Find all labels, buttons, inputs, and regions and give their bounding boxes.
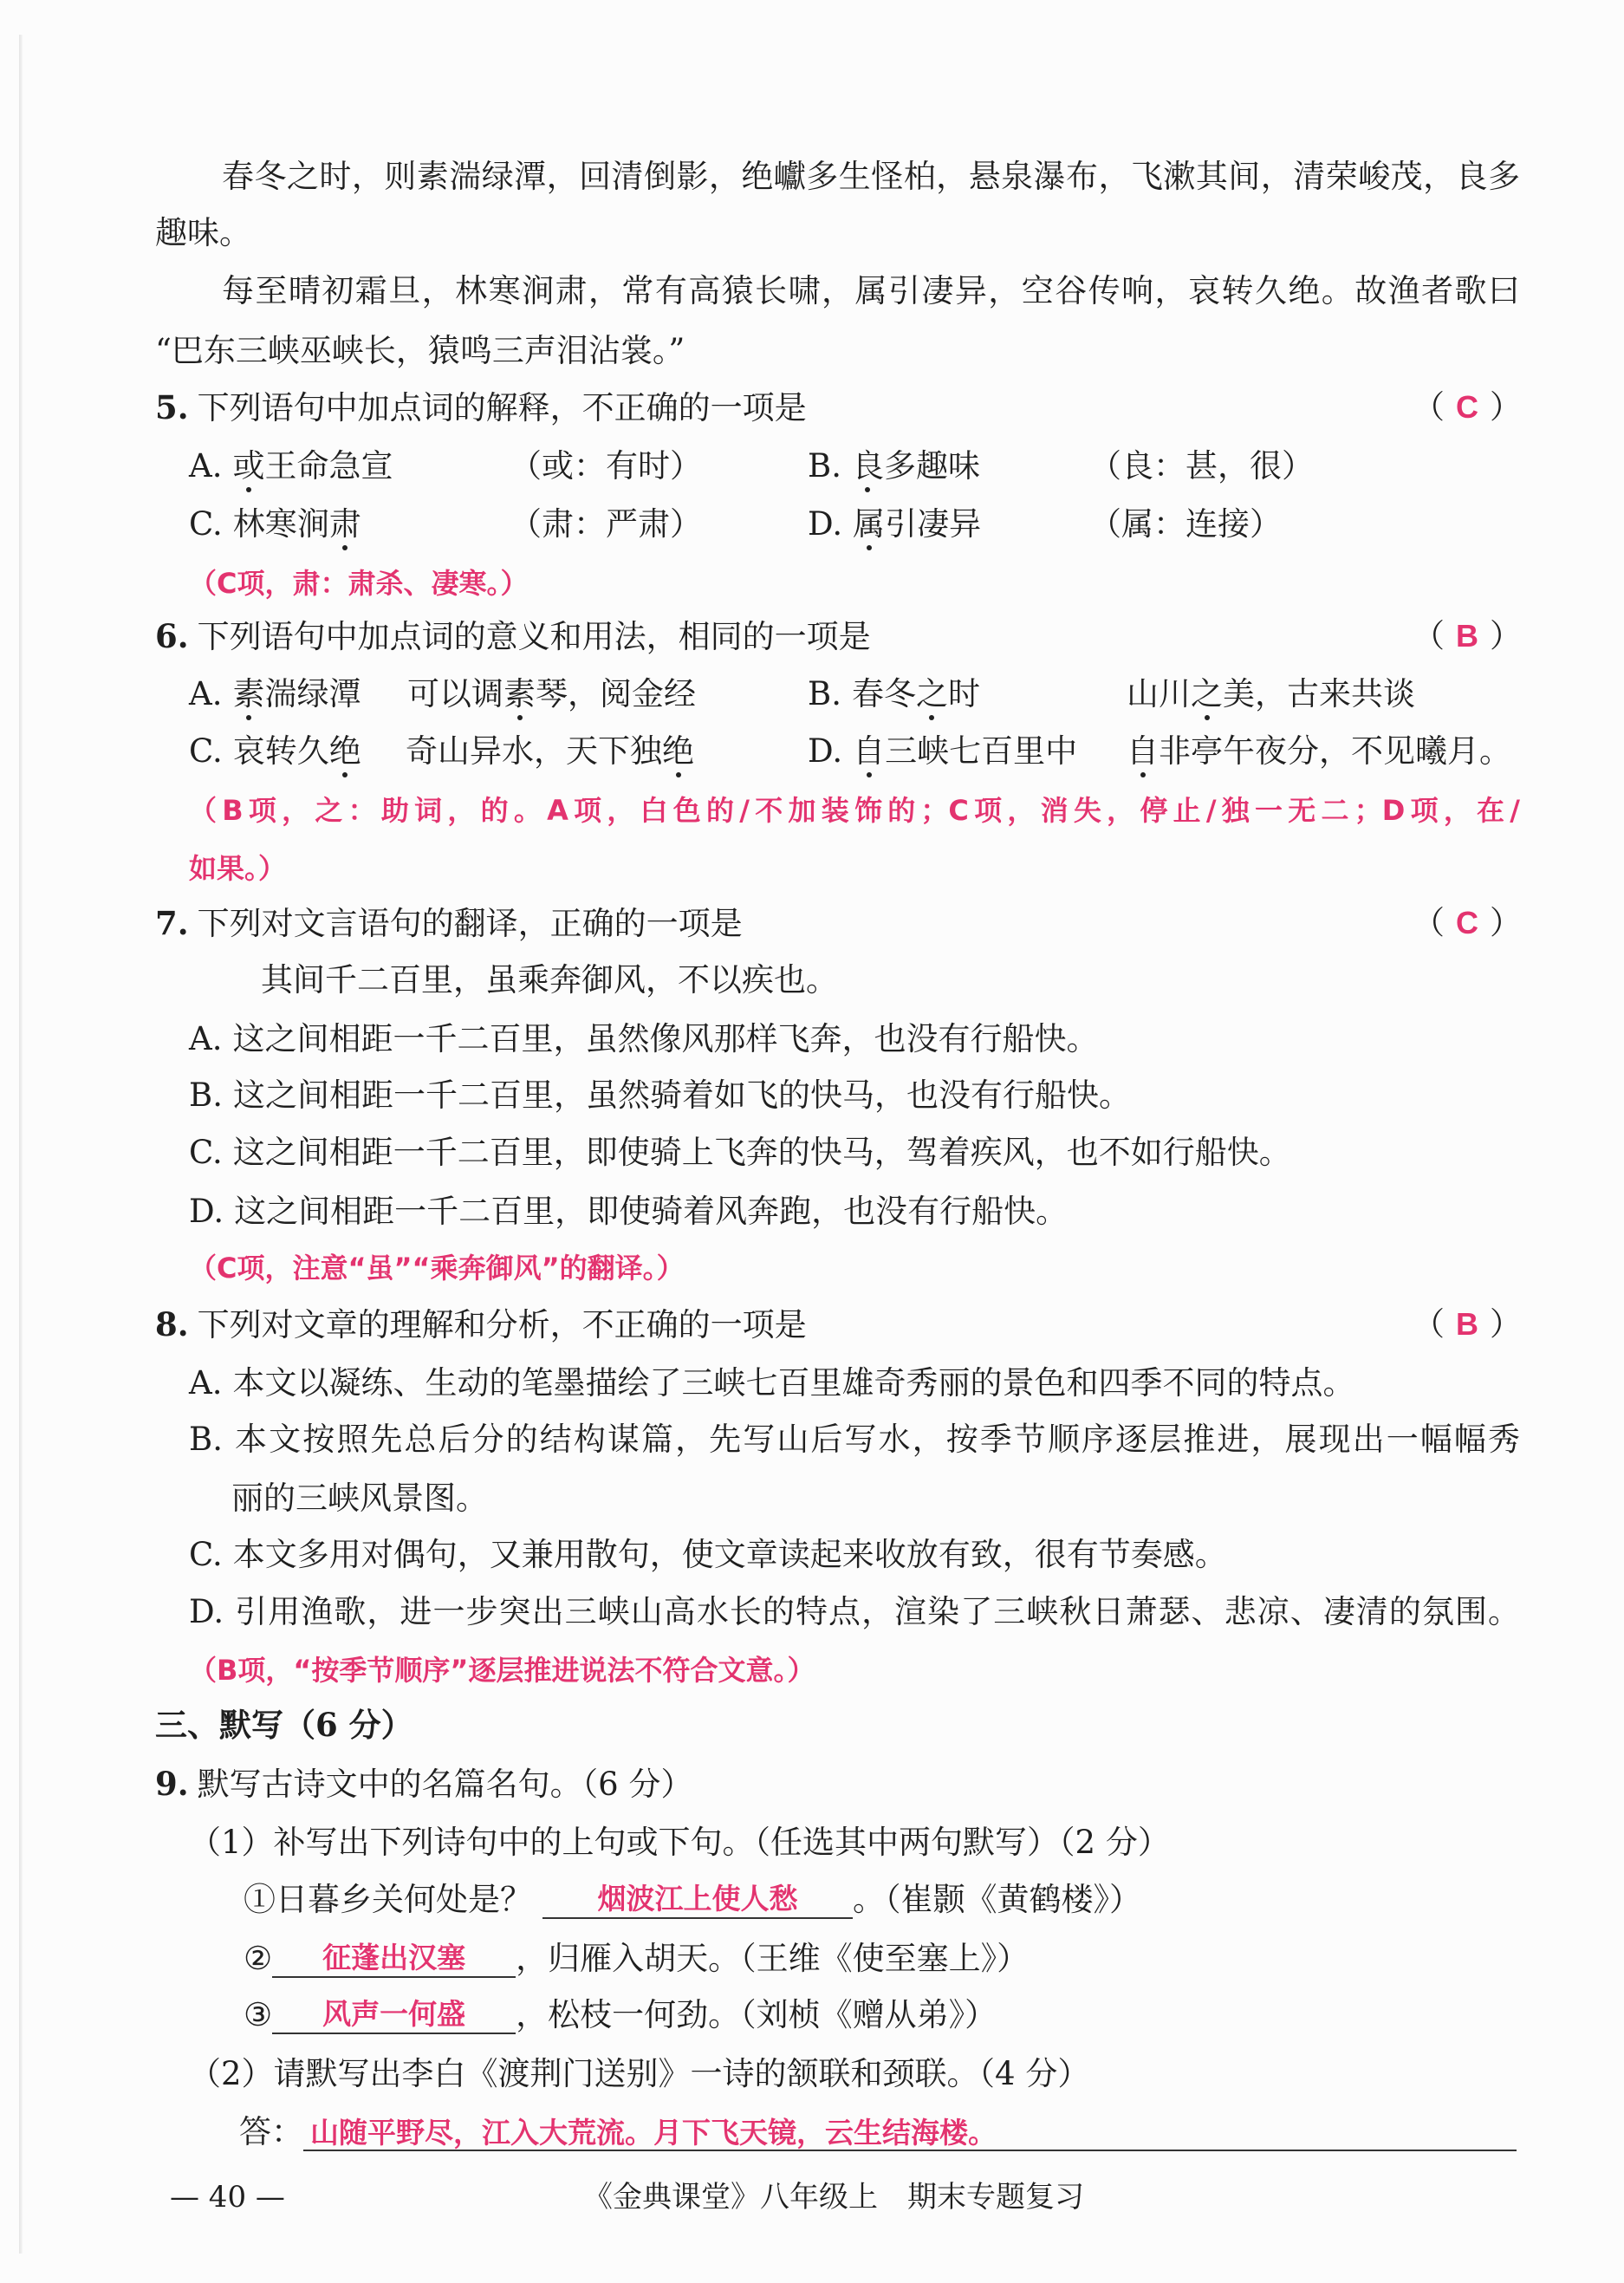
option-text: 哀转久 [232, 732, 329, 770]
passage-line: 每至晴初霜旦，林寒涧肃，常有高猿长啸，属引凄异，空谷传响，哀转久绝。故渔者歌曰 [222, 272, 1520, 309]
option-text: 湍绿潭 [264, 675, 361, 712]
option-text: 引用渔歌，进一步突出三峡山高水长的特点，渲染了三峡秋日萧瑟、悲凉、凄清的氛围。 [234, 1593, 1520, 1630]
option-text: 这之间相距一千二百里，即使骑上飞奔的快马，驾着疾风，也不如行船快。 [232, 1134, 1291, 1171]
bracket-open: （ [1413, 617, 1445, 654]
option-b-continued: 丽的三峡风景图。 [231, 1480, 488, 1517]
option-label: C. [189, 1134, 223, 1171]
option-b [189, 1421, 1520, 1459]
option-label: D. [808, 505, 843, 543]
answer-blank: 风声一何盛 [272, 1996, 516, 2034]
question-6-stem [155, 617, 871, 655]
option-text: 这之间相距一千二百里，虽然骑着如飞的快马，也没有行船快。 [232, 1076, 1131, 1114]
option-text: 多趣味 [883, 447, 980, 485]
option-a [189, 675, 361, 713]
answer-letter: C [1456, 389, 1478, 425]
option-b [808, 447, 980, 485]
question-5-stem [155, 388, 807, 426]
option-c [189, 1536, 1227, 1574]
emphasized-char: 绝 [662, 732, 694, 770]
option-d [189, 1593, 1520, 1631]
option-d-compare [1127, 732, 1511, 771]
option-label: D. [189, 1193, 224, 1230]
option-label: B. [808, 675, 841, 712]
question-text: 下列对文章的理解和分析，不正确的一项是 [197, 1306, 807, 1343]
question-7-stem [155, 904, 743, 942]
option-a [189, 1364, 1354, 1402]
option-text: 王命急宣 [264, 447, 393, 485]
option-label: A. [189, 675, 223, 712]
item-text: 日暮乡关何处是？ [276, 1881, 532, 1918]
item-text: ，松枝一何劲。（刘桢《赠从弟》） [516, 1996, 997, 2033]
compare-text: 非亭午夜分，不见曦月。 [1159, 732, 1511, 770]
item-marker: ② [244, 1940, 273, 1977]
option-a [189, 1020, 1098, 1058]
option-label: B. [189, 1076, 223, 1114]
bracket-close: ） [1490, 388, 1522, 426]
emphasized-char: 良 [851, 447, 884, 485]
item-text: 。（崔颢《黄鹤楼》） [853, 1881, 1141, 1918]
option-a-gloss: （或：有时） [510, 447, 702, 485]
option-label: C. [189, 1536, 223, 1573]
bracket-close: ） [1490, 904, 1522, 941]
handwritten-explanation: 如果。） [189, 852, 287, 885]
answer-letter: B [1456, 1306, 1478, 1342]
answer-bracket [1413, 388, 1522, 426]
option-d [808, 732, 1077, 771]
emphasized-char: 自 [853, 732, 886, 770]
item-marker: ① [244, 1881, 276, 1918]
option-text: 引凄异 [885, 505, 982, 543]
question-text: 下列对文言语句的翻译，正确的一项是 [197, 905, 743, 942]
option-b-compare [1127, 675, 1415, 713]
option-label: B. [808, 447, 841, 485]
emphasized-char: 或 [232, 447, 265, 485]
emphasized-char: 自 [1127, 732, 1159, 770]
option-c [189, 505, 361, 543]
option-label: D. [808, 732, 843, 770]
emphasized-char: 之 [1191, 675, 1223, 712]
option-text: 林寒涧 [232, 505, 329, 543]
handwritten-answer: 山随平野尽，江入大荒流。月下飞天镜，云生结海楼。 [303, 2115, 1517, 2151]
answer-letter: C [1456, 905, 1478, 940]
page-number: — 40 — [170, 2180, 285, 2215]
passage-line: “巴东三峡巫峡长，猿鸣三声泪沾裳。” [155, 332, 685, 369]
option-b-gloss: （良：甚，很） [1089, 447, 1314, 485]
option-a-compare [407, 675, 696, 713]
option-label: A. [189, 447, 223, 485]
option-c [189, 1134, 1291, 1172]
book-title: 《金典课堂》八年级上 期末专题复习 [583, 2180, 1084, 2215]
question-text: 默写古诗文中的名篇名句。（6 分） [197, 1766, 693, 1803]
handwritten-explanation: （B项，之：助词，的。A项，白色的/不加装饰的；C项，消失，停止/独一无二；D项，在/ [189, 794, 1520, 827]
scan-edge-shadow [19, 35, 23, 2254]
answer-letter: B [1456, 618, 1478, 654]
answer-bracket [1413, 904, 1522, 942]
question-number: 7. [155, 904, 189, 942]
option-text: 本文按照先总后分的结构谋篇，先写山后写水，按季节顺序逐层推进，展现出一幅幅秀 [232, 1421, 1520, 1458]
option-text: 三峡七百里中 [885, 732, 1078, 770]
bracket-close: ） [1490, 1305, 1522, 1343]
compare-text: 可以调 [407, 675, 503, 712]
option-b [808, 675, 980, 713]
option-label: C. [189, 505, 223, 543]
quoted-sentence: 其间千二百里，虽乘奔御风，不以疾也。 [261, 961, 838, 998]
option-label: A. [189, 1020, 223, 1057]
option-label: D. [189, 1593, 224, 1630]
answer-label: 答： [239, 2113, 303, 2150]
question-9-stem [155, 1765, 692, 1803]
bracket-open: （ [1413, 388, 1445, 426]
emphasized-char: 绝 [328, 732, 361, 770]
compare-text: 琴，阅金经 [536, 675, 696, 712]
option-d-gloss: （属：连接） [1089, 505, 1282, 543]
bracket-open: （ [1413, 904, 1445, 941]
answer-blank: 征蓬出汉塞 [272, 1940, 516, 1978]
passage-line: 趣味。 [155, 214, 251, 251]
answer-bracket [1413, 1305, 1522, 1343]
handwritten-explanation: （C项，肃：肃杀、凄寒。） [189, 567, 529, 600]
answer-line [239, 2113, 1517, 2151]
handwritten-explanation: （B项，“按季节顺序”逐层推进说法不符合文意。） [189, 1654, 815, 1687]
option-c [189, 732, 361, 771]
fill-item-2 [244, 1940, 1029, 1978]
option-text: 这之间相距一千二百里，即使骑着风奔跑，也没有行船快。 [234, 1193, 1069, 1230]
fill-item-3 [244, 1996, 997, 2034]
fill-item-1 [244, 1881, 1141, 1919]
item-text: ，归雁入胡天。（王维《使至塞上》） [516, 1940, 1030, 1977]
option-d [808, 505, 981, 543]
item-marker: ③ [244, 1996, 273, 2033]
part-2-prompt: （2）请默写出李白《渡荆门送别》一诗的颔联和颈联。（4 分） [189, 2055, 1090, 2092]
compare-text: 山川 [1127, 675, 1191, 712]
option-c-compare [406, 732, 694, 771]
question-8-stem [155, 1305, 807, 1343]
question-number: 8. [155, 1305, 189, 1343]
option-text: 本文以凝练、生动的笔墨描绘了三峡七百里雄奇秀丽的景色和四季不同的特点。 [232, 1364, 1355, 1402]
option-text: 春冬 [851, 675, 916, 712]
option-a [189, 447, 393, 485]
option-text: 时 [947, 675, 980, 712]
option-b [189, 1076, 1131, 1115]
question-number: 6. [155, 617, 189, 655]
emphasized-char: 素 [232, 675, 265, 712]
option-label: A. [189, 1364, 223, 1402]
option-text: 这之间相距一千二百里，虽然像风那样飞奔，也没有行船快。 [232, 1020, 1099, 1057]
passage-line: 春冬之时，则素湍绿潭，回清倒影，绝巘多生怪柏，悬泉瀑布，飞漱其间，清荣峻茂，良多 [222, 158, 1520, 195]
option-label: B. [189, 1421, 223, 1458]
handwritten-explanation: （C项，注意“虽”“乘奔御风”的翻译。） [189, 1252, 685, 1285]
bracket-close: ） [1490, 617, 1522, 654]
option-d [189, 1193, 1068, 1231]
section-heading: 三、默写（6 分） [155, 1706, 413, 1744]
emphasized-char: 素 [503, 675, 536, 712]
compare-text: 美，古来共谈 [1223, 675, 1415, 712]
option-text: 本文多用对偶句，又兼用散句，使文章读起来收放有致，很有节奏感。 [232, 1536, 1227, 1573]
question-text: 下列语句中加点词的意义和用法，相同的一项是 [197, 618, 871, 655]
question-number: 5. [155, 388, 189, 426]
question-number: 9. [155, 1765, 189, 1803]
bracket-open: （ [1413, 1305, 1445, 1343]
compare-text: 奇山异水，天下独 [406, 732, 662, 770]
option-c-gloss: （肃：严肃） [510, 505, 702, 543]
part-1-prompt: （1）补写出下列诗句中的上句或下句。（任选其中两句默写）（2 分） [189, 1824, 1170, 1861]
option-label: C. [189, 732, 223, 770]
emphasized-char: 肃 [328, 505, 361, 543]
answer-blank: 烟波江上使人愁 [542, 1881, 853, 1919]
emphasized-char: 之 [915, 675, 948, 712]
answer-bracket [1413, 617, 1522, 655]
question-text: 下列语句中加点词的解释，不正确的一项是 [197, 389, 807, 426]
emphasized-char: 属 [853, 505, 886, 543]
